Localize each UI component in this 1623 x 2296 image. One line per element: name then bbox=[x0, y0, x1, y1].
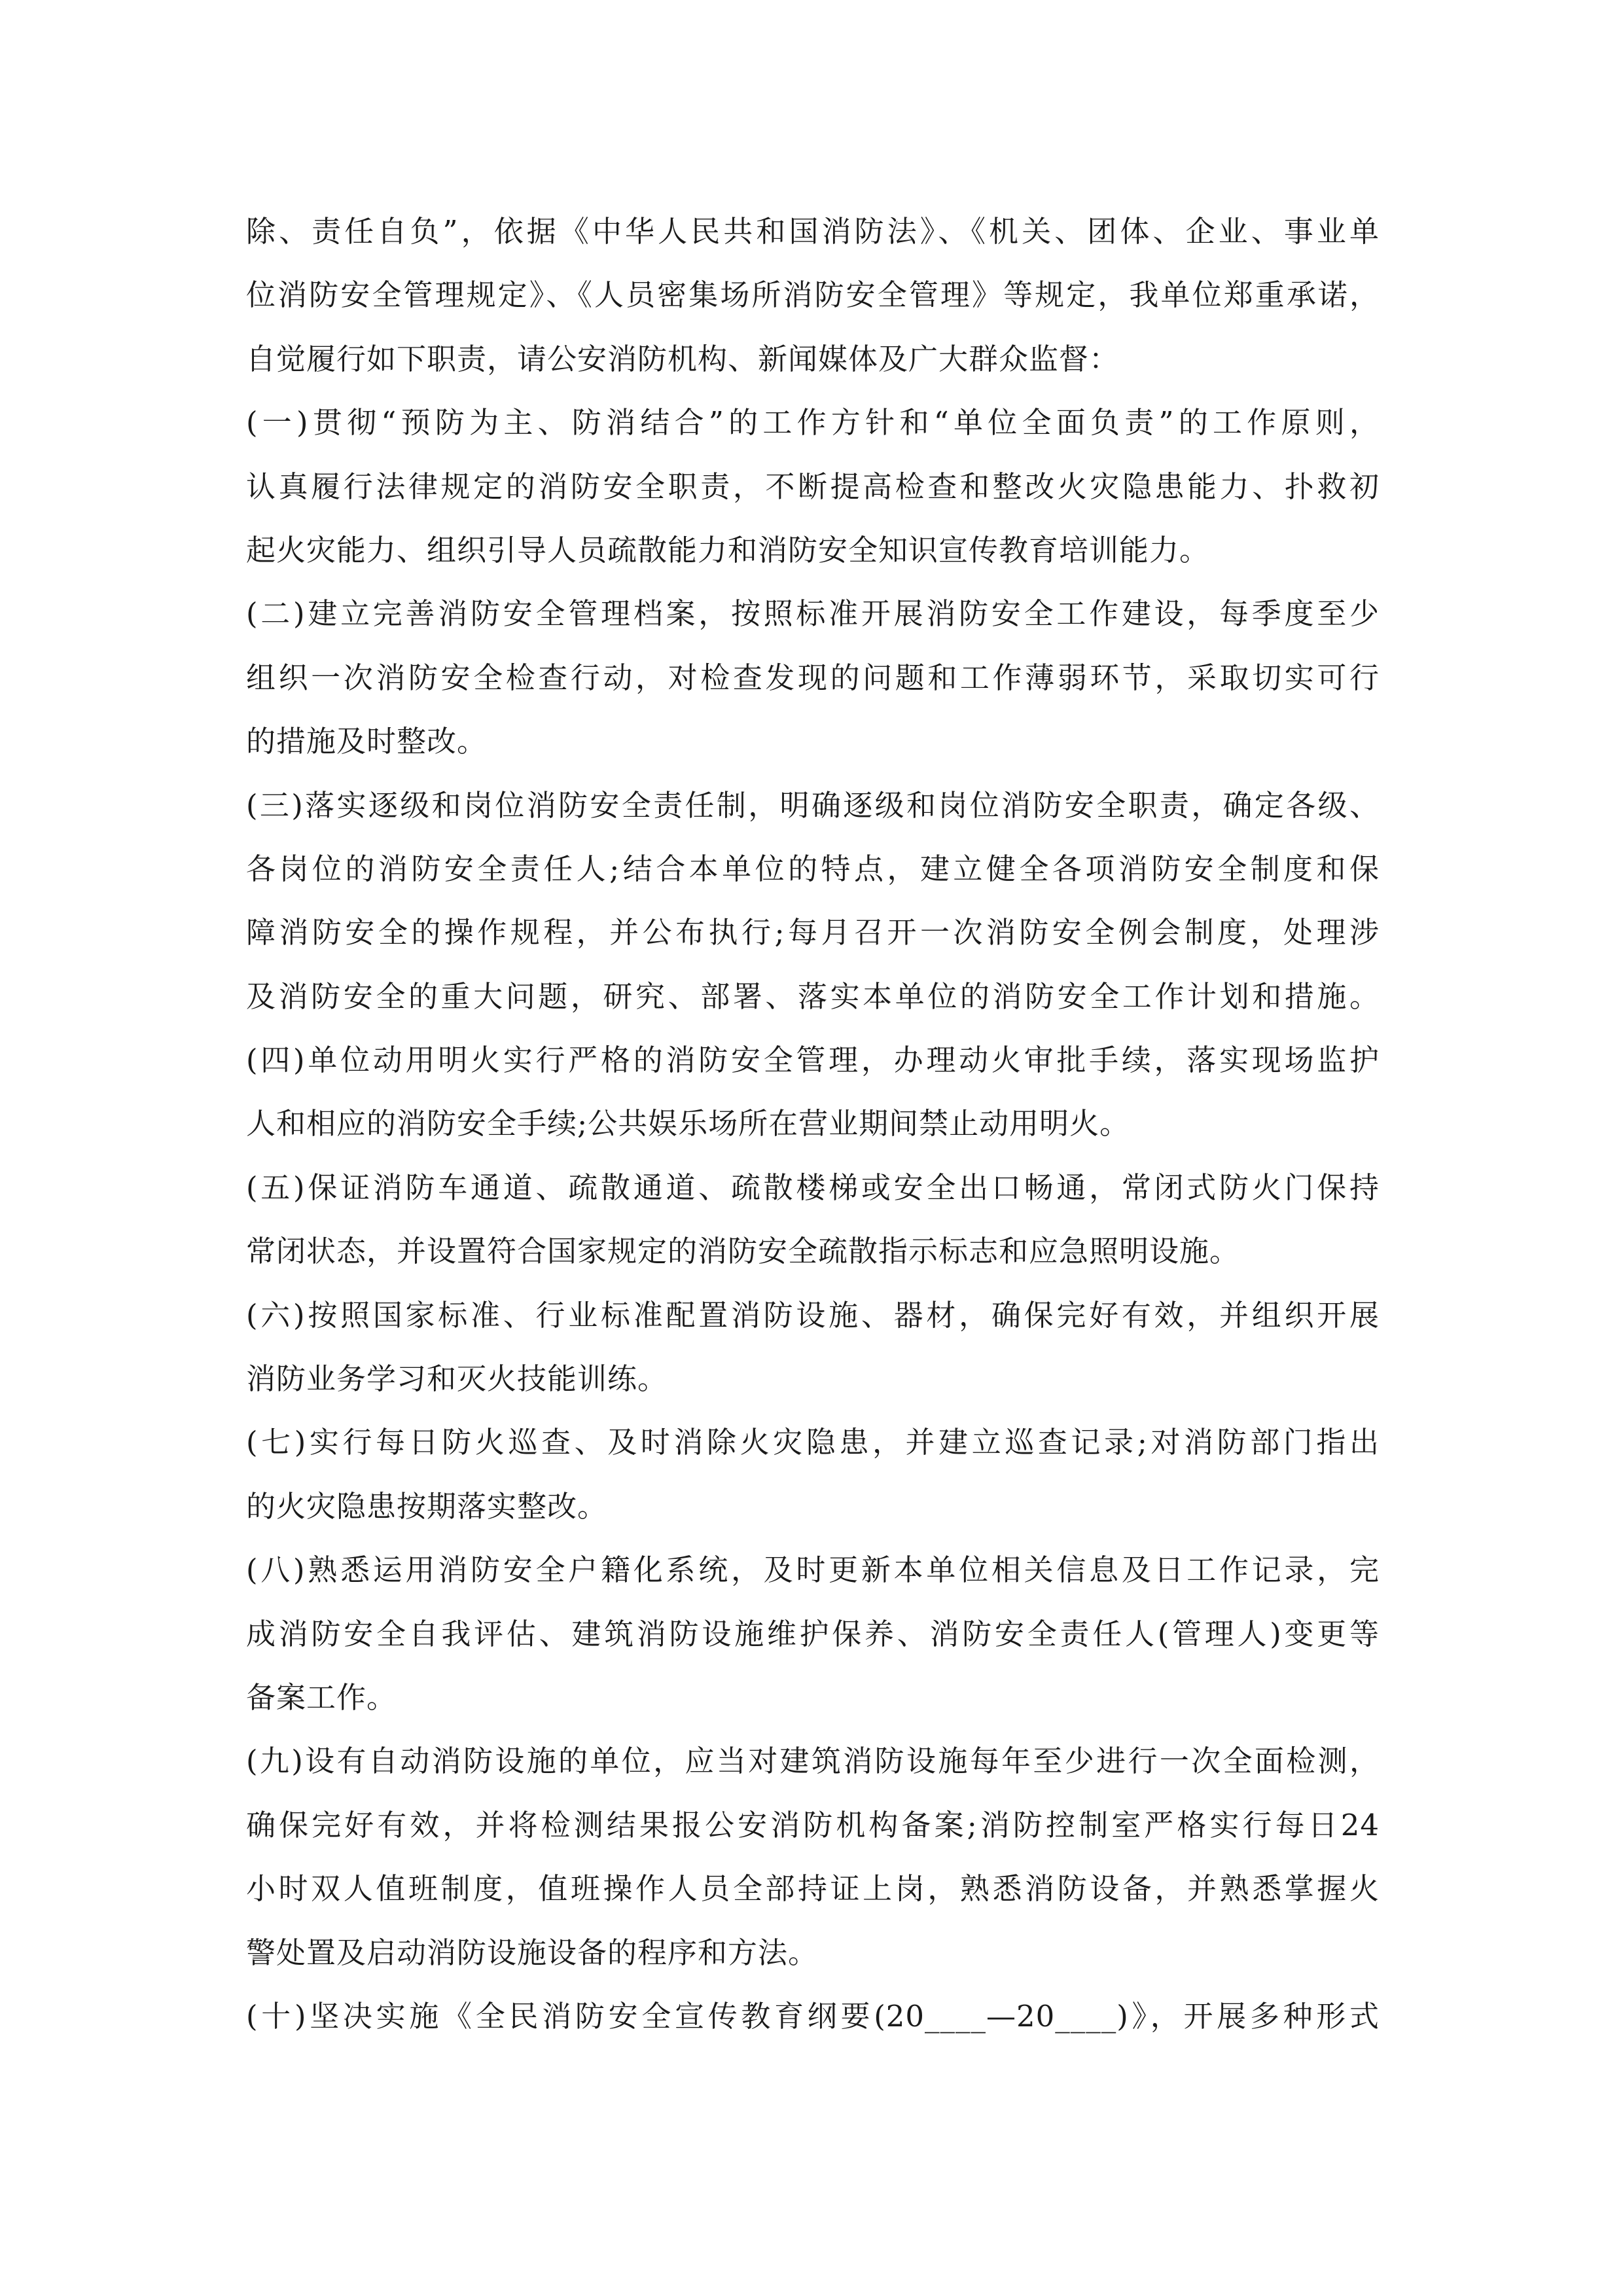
clause-5-line-1: (五)保证消防车通道、疏散通道、疏散楼梯或安全出口畅通，常闭式防火门保持 bbox=[246, 1170, 1380, 1205]
clause-9-line-2: 确保完好有效，并将检测结果报公安消防机构备案;消防控制室严格实行每日24 bbox=[246, 1807, 1380, 1842]
clause-3-line-1: (三)落实逐级和岗位消防安全责任制，明确逐级和岗位消防安全职责，确定各级、 bbox=[246, 787, 1380, 823]
clause-2-line-3: 的措施及时整改。 bbox=[246, 724, 488, 759]
clause-7-line-1: (七)实行每日防火巡查、及时消除火灾隐患，并建立巡查记录;对消防部门指出 bbox=[246, 1425, 1380, 1460]
clause-3-line-3: 障消防安全的操作规程，并公布执行;每月召开一次消防安全例会制度，处理涉 bbox=[246, 915, 1380, 950]
clause-8-line-1: (八)熟悉运用消防安全户籍化系统，及时更新本单位相关信息及日工作记录，完 bbox=[246, 1552, 1380, 1588]
clause-5-line-2: 常闭状态，并设置符合国家规定的消防安全疏散指示标志和应急照明设施。 bbox=[246, 1234, 1240, 1269]
clause-4-line-1: (四)单位动用明火实行严格的消防安全管理，办理动火审批手续，落实现场监护 bbox=[246, 1043, 1380, 1078]
clause-4-line-2: 人和相应的消防安全手续;公共娱乐场所在营业期间禁止动用明火。 bbox=[246, 1106, 1130, 1141]
clause-10-line-1: (十)坚决实施《全民消防安全宣传教育纲要(20____—20____)》，开展多种形式 bbox=[246, 1998, 1380, 2034]
clause-7-line-2: 的火灾隐患按期落实整改。 bbox=[246, 1488, 608, 1524]
clause-6-line-1: (六)按照国家标准、行业标准配置消防设施、器材，确保完好有效，并组织开展 bbox=[246, 1297, 1380, 1333]
clause-1-line-2: 认真履行法律规定的消防安全职责，不断提高检查和整改火灾隐患能力、扑救初 bbox=[246, 469, 1380, 504]
clause-2-line-1: (二)建立完善消防安全管理档案，按照标准开展消防安全工作建设，每季度至少 bbox=[246, 596, 1380, 632]
clause-9-line-4: 警处置及启动消防设施设备的程序和方法。 bbox=[246, 1935, 819, 1970]
clause-6-line-2: 消防业务学习和灭火技能训练。 bbox=[246, 1361, 668, 1397]
clause-8-line-2: 成消防安全自我评估、建筑消防设施维护保养、消防安全责任人(管理人)变更等 bbox=[246, 1616, 1380, 1651]
clause-8-line-3: 备案工作。 bbox=[246, 1679, 397, 1715]
clause-2-line-2: 组织一次消防安全检查行动，对检查发现的问题和工作薄弱环节，采取切实可行 bbox=[246, 660, 1380, 695]
clause-1-line-1: (一)贯彻“预防为主、防消结合”的工作方针和“单位全面负责”的工作原则， bbox=[246, 405, 1380, 440]
clause-9-line-3: 小时双人值班制度，值班操作人员全部持证上岗，熟悉消防设备，并熟悉掌握火 bbox=[246, 1871, 1380, 1907]
text-line-1: 除、责任自负”，依据《中华人民共和国消防法》、《机关、团体、企业、事业单 bbox=[246, 214, 1380, 249]
document-body bbox=[246, 200, 1380, 2048]
clause-1-line-3: 起火灾能力、组织引导人员疏散能力和消防安全知识宣传教育培训能力。 bbox=[246, 532, 1210, 567]
clause-3-line-4: 及消防安全的重大问题，研究、部署、落实本单位的消防安全工作计划和措施。 bbox=[246, 978, 1380, 1014]
clause-3-line-2: 各岗位的消防安全责任人;结合本单位的特点，建立健全各项消防安全制度和保 bbox=[246, 851, 1380, 886]
clause-9-line-1: (九)设有自动消防设施的单位，应当对建筑消防设施每年至少进行一次全面检测， bbox=[246, 1744, 1380, 1779]
text-line-3: 自觉履行如下职责，请公安消防机构、新闻媒体及广大群众监督： bbox=[246, 341, 1120, 376]
text-line-2: 位消防安全管理规定》、《人员密集场所消防安全管理》等规定，我单位郑重承诺， bbox=[246, 278, 1380, 313]
